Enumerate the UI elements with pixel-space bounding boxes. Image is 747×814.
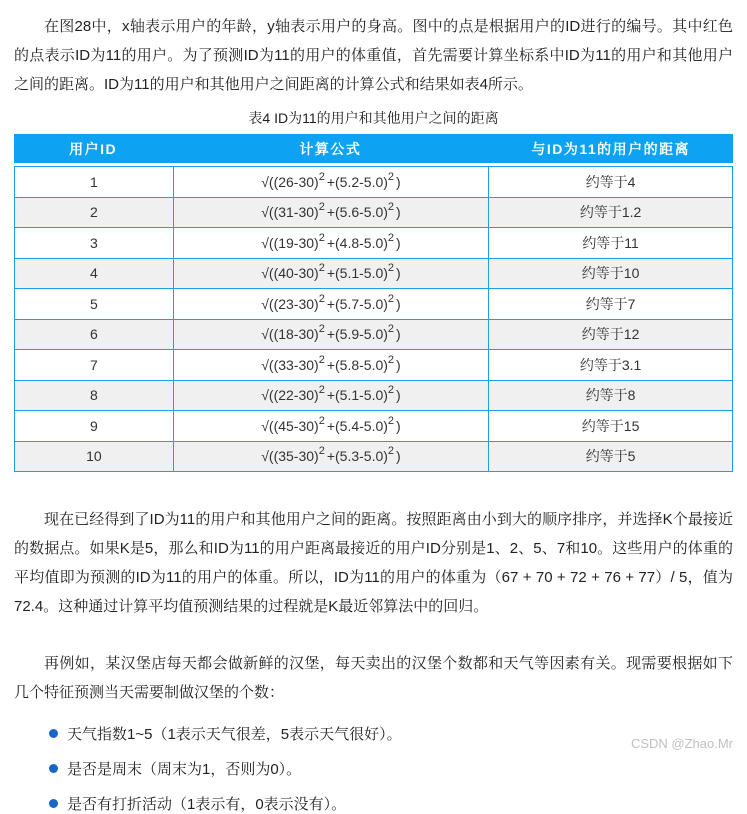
table-row [15, 380, 732, 411]
header-cell-distance: 与ID为11的用户的距离 [531, 140, 691, 157]
table-row [15, 319, 732, 350]
table-row [15, 349, 732, 380]
cell-formula: √((45-30) $^2$ +(5.4-5.0) $^2$ ) [173, 411, 488, 441]
cell-distance: 约等于15 [488, 411, 732, 441]
table-row [15, 227, 732, 258]
table-row [15, 197, 732, 228]
cell-user-id: 2 [89, 204, 98, 221]
feature-list [14, 723, 733, 813]
cell-distance: 约等于8 [488, 381, 732, 411]
table-header-row [14, 134, 733, 163]
cell-formula: √((35-30) $^2$ +(5.3-5.0) $^2$ ) [173, 442, 488, 472]
cell-formula: √((18-30) $^2$ +(5.9-5.0) $^2$ ) [173, 320, 488, 350]
cell-user-id: 6 [89, 326, 98, 343]
cell-distance: 约等于7 [488, 289, 732, 319]
cell-user-id: 3 [89, 234, 98, 251]
cell-distance: 约等于12 [488, 320, 732, 350]
cell-user-id: 5 [89, 295, 98, 312]
list-item-text: 是否是周末（周末为1，否则为0）。 [67, 760, 302, 778]
header-cell-formula: 计算公式 [299, 140, 362, 157]
cell-distance: 约等于4 [488, 167, 732, 197]
table-row [15, 288, 732, 319]
cell-user-id: 8 [89, 387, 98, 404]
list-item [14, 793, 733, 813]
cell-distance: 约等于11 [488, 228, 732, 258]
cell-user-id: 9 [89, 417, 98, 434]
list-item-text: 是否有打折活动（1表示有，0表示没有）。 [67, 795, 347, 813]
cell-user-id: 1 [89, 173, 98, 190]
table-row [15, 258, 732, 289]
cell-formula: √((19-30) $^2$ +(4.8-5.0) $^2$ ) [173, 228, 488, 258]
intro-paragraph: 在图28中，x轴表示用户的年龄，y轴表示用户的身高。图中的点是根据用户的ID进行的编号。其中红色的点表示ID为11的用户。为了预测ID为11的用户的体重值，首先需要计算坐标系中ID为11的用户和其他用户之间的距离。ID为11的用户和其他用户之间距离的计算公式和结果如表4所示。 [14, 18, 733, 93]
table-row [15, 410, 732, 441]
list-item [14, 723, 733, 743]
bullet-icon [49, 729, 58, 738]
table-row [15, 166, 732, 197]
table-row [15, 441, 732, 472]
knn-regression-paragraph: 现在已经得到了ID为11的用户和其他用户之间的距离。按照距离由小到大的顺序排序，并选择K个最接近的数据点。如果K是5，那么和ID为11的用户距离最接近的用户ID分别是1、2、5、7和10。这些用户的体重的平均值即为预测的ID为11的用户的体重。所以，ID为11的用户的体重为（67 + 70 + 72 + 76 + 77）/ 5，值为72.4。这种通过计算平均值预测结果的过程就是K最近邻算法中的回归。 [14, 511, 733, 615]
cell-user-id: 4 [89, 265, 98, 282]
cell-distance: 约等于10 [488, 259, 732, 289]
table-caption: 表4 ID为11的用户和其他用户之间的距离 [248, 110, 499, 126]
cell-formula: √((40-30) $^2$ +(5.1-5.0) $^2$ ) [173, 259, 488, 289]
cell-distance: 约等于3.1 [488, 350, 732, 380]
cell-formula: √((26-30) $^2$ +(5.2-5.0) $^2$ ) [173, 167, 488, 197]
header-cell-user-id: 用户ID [69, 140, 118, 157]
distance-table [14, 134, 733, 472]
cell-formula: √((22-30) $^2$ +(5.1-5.0) $^2$ ) [173, 381, 488, 411]
cell-formula: √((33-30) $^2$ +(5.8-5.0) $^2$ ) [173, 350, 488, 380]
list-item-text: 天气指数1~5（1表示天气很差，5表示天气很好）。 [67, 725, 402, 743]
list-item [14, 758, 733, 778]
cell-distance: 约等于1.2 [488, 198, 732, 228]
cell-formula: √((31-30) $^2$ +(5.6-5.0) $^2$ ) [173, 198, 488, 228]
cell-user-id: 10 [86, 448, 102, 465]
bullet-icon [49, 764, 58, 773]
bullet-icon [49, 799, 58, 808]
cell-formula: √((23-30) $^2$ +(5.7-5.0) $^2$ ) [173, 289, 488, 319]
burger-example-paragraph: 再例如，某汉堡店每天都会做新鲜的汉堡，每天卖出的汉堡个数都和天气等因素有关。现需要根据如下几个特征预测当天需要制做汉堡的个数： [14, 655, 733, 701]
table-body [14, 166, 733, 472]
cell-user-id: 7 [89, 356, 98, 373]
watermark: CSDN @Zhao.Mr [630, 736, 733, 751]
cell-distance: 约等于5 [488, 442, 732, 472]
